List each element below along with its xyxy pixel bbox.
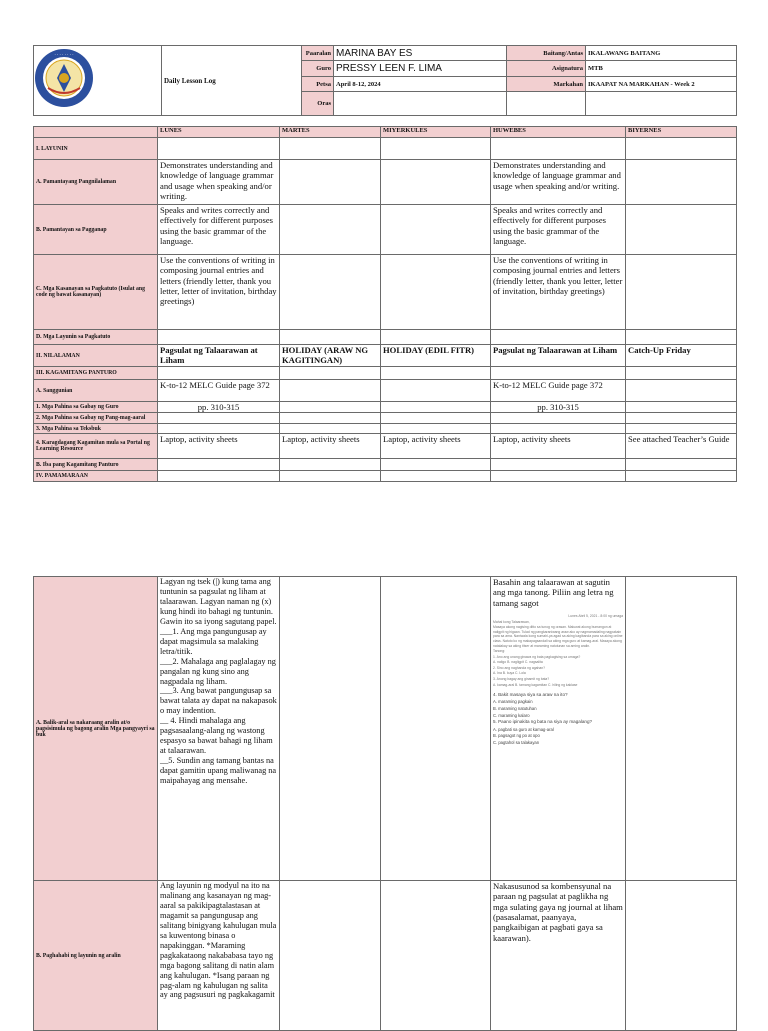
table-row [34, 345, 737, 367]
table-cell: pp. 310-315 [158, 402, 280, 413]
quarter-value: IKAAPAT NA MARKAHAN - Week 2 [586, 76, 737, 91]
table-row [34, 380, 737, 402]
table-cell [381, 471, 491, 482]
diary-q4-option: C. maraming kalaro [493, 712, 530, 718]
day-header: HUWEBES [491, 127, 626, 138]
table-cell: Laptop, activity sheets [381, 434, 491, 459]
table-cell [626, 255, 737, 330]
table-row [34, 367, 737, 380]
table-row [34, 255, 737, 330]
row-label: C. Mga Kasanayan sa Pagkatuto (Isulat ang code ng bawat kasanayan) [34, 255, 158, 330]
table-cell [491, 413, 626, 424]
grade-value: IKALAWANG BAITANG [586, 46, 737, 61]
purpose-monday: Ang layunin ng modyul na ito na malinang ang kasanayan ng mag-aaral sa pakikipagtalastasan at magamit sa pangungusap ang salitang binigyang kahulugan mula sa kuwentong binasa o napakinggan. *Maraming pagkakataong nakababasa tayo ng mga bagong salitang di natin alam ang kahulugan. *Isang paraan ng pag-alam ng kahulugan ng salita ay ang pagsusuri ng pagkakagamit [158, 881, 280, 1031]
review-friday [626, 577, 737, 881]
diary-excerpt-image [493, 614, 623, 746]
table-cell: Use the conventions of writing in composing journal entries and letters (friendly letter, thank you letter, letter of invitation, birthday greetings) [158, 255, 280, 330]
table-cell [381, 380, 491, 402]
table-cell [381, 413, 491, 424]
seal-cell [34, 46, 162, 116]
table-cell: Laptop, activity sheets [280, 434, 381, 459]
table-row [34, 881, 737, 1031]
diary-date: Lunes Abril 5, 2021 - 8:00 ng umaga [568, 613, 623, 618]
table-cell [280, 330, 381, 345]
row-label: A. Pamantayang Pangnilalaman [34, 160, 158, 205]
table-cell [280, 367, 381, 380]
row-label: II. NILALAMAN [34, 345, 158, 367]
header-table [33, 45, 737, 116]
table-cell [280, 471, 381, 482]
table-cell [626, 459, 737, 471]
subject-label: Asignatura [507, 61, 586, 76]
empty-value [586, 92, 737, 116]
school-value: MARINA BAY ES [334, 46, 507, 61]
svg-text:· · · · · · · ·: · · · · · · · · [54, 52, 74, 57]
table-row [34, 205, 737, 255]
row-label: I. LAYUNIN [34, 138, 158, 160]
table-cell [381, 459, 491, 471]
time-value [334, 92, 507, 116]
table-cell [381, 138, 491, 160]
table-row [34, 402, 737, 413]
table-cell [626, 205, 737, 255]
table-cell [626, 160, 737, 205]
review-monday [158, 577, 280, 881]
table-cell [626, 330, 737, 345]
diary-q1: 1. Ano ang unang ginawa ng bata pagkagising sa umaga? [493, 654, 581, 659]
table-cell [158, 138, 280, 160]
row-label: 2. Mga Pahina sa Gabay ng Pang-mag-aaral [34, 413, 158, 424]
table-row [34, 413, 737, 424]
table-cell: Laptop, activity sheets [158, 434, 280, 459]
review-wednesday [381, 577, 491, 881]
diary-q5-option: B. pagsagot ng po at opo [493, 733, 540, 739]
diary-q2-options: A. Ina B. kuya C. Lola [493, 671, 526, 676]
table-row [34, 138, 737, 160]
diary-q1-options: A. naligo B. nagligpit C. nagsalita [493, 660, 543, 665]
table-cell: Laptop, activity sheets [491, 434, 626, 459]
table-cell [280, 205, 381, 255]
table-cell [280, 160, 381, 205]
review-line: __ 4. Hindi mahalaga ang pagsasaalang-alang ng wastong espasyo sa bawat bahagi ng liham at talaarawan. [160, 716, 273, 756]
table-cell: Speaks and writes correctly and effectively for different purposes using the basic grammar of the language. [491, 205, 626, 255]
table-row [34, 160, 737, 205]
table-cell [158, 459, 280, 471]
table-cell [626, 402, 737, 413]
diary-body: Masaya akong nagising ditto sa tunog ng orasan. Maluwat akong bumangon at naligpit ng higaan. Tulad ng pangkaraniwang araw ako ay nagmamadaling nagpakain para sa ama. Naniwala kong sumahi-ya agad sa aking kagibanda para sa aking online class. Natuto ko ng makapagsandali sa aking mga guro at kamag-aral. Masaya akong natalakay sa aking titser at maraming natutunan sa aming aralin. [493, 625, 623, 648]
dll-title: Daily Lesson Log [162, 46, 302, 116]
table-cell [491, 424, 626, 434]
table-cell: K-to-12 MELC Guide page 372 [158, 380, 280, 402]
row-label: B. Iba pang Kagamitang Panturo [34, 459, 158, 471]
table-cell: Use the conventions of writing in composing journal entries and letters (friendly letter, thank you letter, letter of invitation, birthday greetings) [491, 255, 626, 330]
table-row [34, 330, 737, 345]
table-cell [491, 330, 626, 345]
diary-q4: 4. Bakit masaya siya sa araw na ito? [493, 692, 568, 698]
row-label: III. KAGAMITANG PANTURO [34, 367, 158, 380]
table-cell: Demonstrates understanding and knowledge of language grammar and usage when speaking and/or writing. [491, 160, 626, 205]
teacher-value: PRESSY LEEN F. LIMA [334, 61, 507, 76]
table-cell [381, 205, 491, 255]
table-cell: Demonstrates understanding and knowledge of language grammar and usage when speaking and/or writing. [158, 160, 280, 205]
row-label: 4. Karagdagang Kagamitan mula sa Portal ng Learning Resource [34, 434, 158, 459]
subject-value: MTB [586, 61, 737, 76]
diary-q4-option: A. maraming pagkain [493, 699, 533, 705]
table-row [34, 459, 737, 471]
table-cell [626, 471, 737, 482]
table-cell: Catch-Up Friday [626, 345, 737, 367]
table-cell [280, 424, 381, 434]
table-cell: Speaks and writes correctly and effectively for different purposes using the basic grammar of the language. [158, 205, 280, 255]
lesson-rows [34, 138, 737, 482]
table-cell: Pagsulat ng Talaarawan at Liham [158, 345, 280, 367]
table-cell [491, 459, 626, 471]
purpose-friday [626, 881, 737, 1031]
procedure-table [33, 576, 737, 1031]
review-line: __5. Sundin ang tamang bantas na dapat gamitin upang maliwanag na maipahayag ang mensahe. [160, 756, 277, 786]
diary-greeting: Mahal kong Talaarawan, [493, 619, 530, 624]
review-line: ___1. Ang mga pangungusap ay dapat magsimula sa malaking letra/titik. [160, 626, 267, 656]
school-label: Paaralan [302, 46, 334, 61]
row-label: 1. Mga Pahina sa Gabay ng Guro [34, 402, 158, 413]
table-cell [158, 330, 280, 345]
table-cell [158, 424, 280, 434]
deped-seal-icon [34, 48, 94, 108]
purpose-thursday: Nakasusunod sa kombensyunal na paraan ng pagsulat at paglikha ng mga sulating gaya ng journal at liham (pasasalamat, paanyaya, pangkaibigan at pagbati gaya sa kaarawan). [491, 881, 626, 1031]
diary-q3: 3. Anong bagay ang ginamit ng bata? [493, 677, 550, 682]
grade-label: Baitang/Antas [507, 46, 586, 61]
diary-q5: 5. Paano ipinakita ng bata na siya ay magalang? [493, 719, 593, 725]
table-cell: See attached Teacher’s Guide [626, 434, 737, 459]
row-label-purpose: B. Paghahabi ng layunin ng aralin [34, 881, 158, 1031]
review-thursday-text: Basahin ang talaarawan at sagutin ang mga tanong. Piliin ang letra ng tamang sagot [493, 577, 614, 608]
table-cell [626, 367, 737, 380]
table-cell [280, 138, 381, 160]
table-cell [280, 413, 381, 424]
table-cell [381, 424, 491, 434]
diary-q2: 2. Sino ang naghanda ng agahan? [493, 665, 546, 670]
review-tuesday [280, 577, 381, 881]
table-cell [381, 330, 491, 345]
row-label-review: A. Balik-aral sa nakaraang aralin at/o pagsisimula ng bagong aralin Mga pangyayri sa buk [34, 577, 158, 881]
day-header: LUNES [158, 127, 280, 138]
table-cell: Pagsulat ng Talaarawan at Liham [491, 345, 626, 367]
purpose-wednesday [381, 881, 491, 1031]
table-cell [626, 380, 737, 402]
lesson-plan-table [33, 126, 737, 482]
purpose-tuesday [280, 881, 381, 1031]
table-cell: HOLIDAY (ARAW NG KAGITINGAN) [280, 345, 381, 367]
day-header: BIYERNES [626, 127, 737, 138]
row-label: D. Mga Layunin sa Pagkatuto [34, 330, 158, 345]
review-instructions [160, 577, 277, 786]
row-label: 3. Mga Pahina sa Teksbuk [34, 424, 158, 434]
review-thursday [491, 577, 626, 881]
table-cell [626, 424, 737, 434]
diary-q5-option: C. pagtahol sa talakayan [493, 739, 540, 745]
table-cell: pp. 310-315 [491, 402, 626, 413]
table-cell [280, 380, 381, 402]
row-label: A. Sanggunian [34, 380, 158, 402]
table-cell [158, 367, 280, 380]
table-cell [626, 413, 737, 424]
table-row [34, 471, 737, 482]
table-cell [280, 255, 381, 330]
table-cell [381, 402, 491, 413]
table-row [34, 424, 737, 434]
diary-q4-option: B. maraming natutuhan [493, 706, 537, 712]
date-value: April 8-12, 2024 [334, 76, 507, 91]
teacher-label: Guro [302, 61, 334, 76]
day-header: MIYERKULES [381, 127, 491, 138]
empty-label [507, 92, 586, 116]
review-line: Lagyan ng tsek (|) kung tama ang tuntunin sa pagsulat ng liham at talaarawan. Lagyan naman ng (x) kung hindi ito bahagi ng tuntunin. Gawin ito sa iyong sagutang papel. [160, 577, 277, 626]
day-header: MARTES [280, 127, 381, 138]
date-label: Petsa [302, 76, 334, 91]
table-row [34, 434, 737, 459]
table-cell [280, 459, 381, 471]
time-label: Oras [302, 92, 334, 116]
review-line: ___3. Ang bawat pangungusap sa bawat talata ay dapat na nakapasok o may indention. [160, 686, 277, 716]
table-cell [158, 413, 280, 424]
table-cell [381, 367, 491, 380]
table-cell: K-to-12 MELC Guide page 372 [491, 380, 626, 402]
diary-questions-title: Tanong: [493, 649, 506, 654]
row-label: IV. PAMAMARAAN [34, 471, 158, 482]
table-cell [491, 367, 626, 380]
row-label: B. Pamantayan sa Pagganap [34, 205, 158, 255]
table-cell [158, 471, 280, 482]
table-cell [491, 471, 626, 482]
table-cell [381, 255, 491, 330]
diary-q3-options: A. kamag-aral B. tamang kagamitan C. hiling ng kaklase [493, 682, 578, 687]
table-cell: HOLIDAY (EDIL FITR) [381, 345, 491, 367]
table-cell [626, 138, 737, 160]
header-corner [34, 127, 158, 138]
review-line: ___2. Mahalaga ang paglalagay ng pangalan ng kung sino ang nagpadala ng liham. [160, 656, 276, 686]
table-cell [381, 160, 491, 205]
table-cell [280, 402, 381, 413]
quarter-label: Markahan [507, 76, 586, 91]
table-cell [491, 138, 626, 160]
table-row [34, 577, 737, 881]
diary-q5-option: A. pagbati sa guro at kamag-aral [493, 726, 554, 732]
